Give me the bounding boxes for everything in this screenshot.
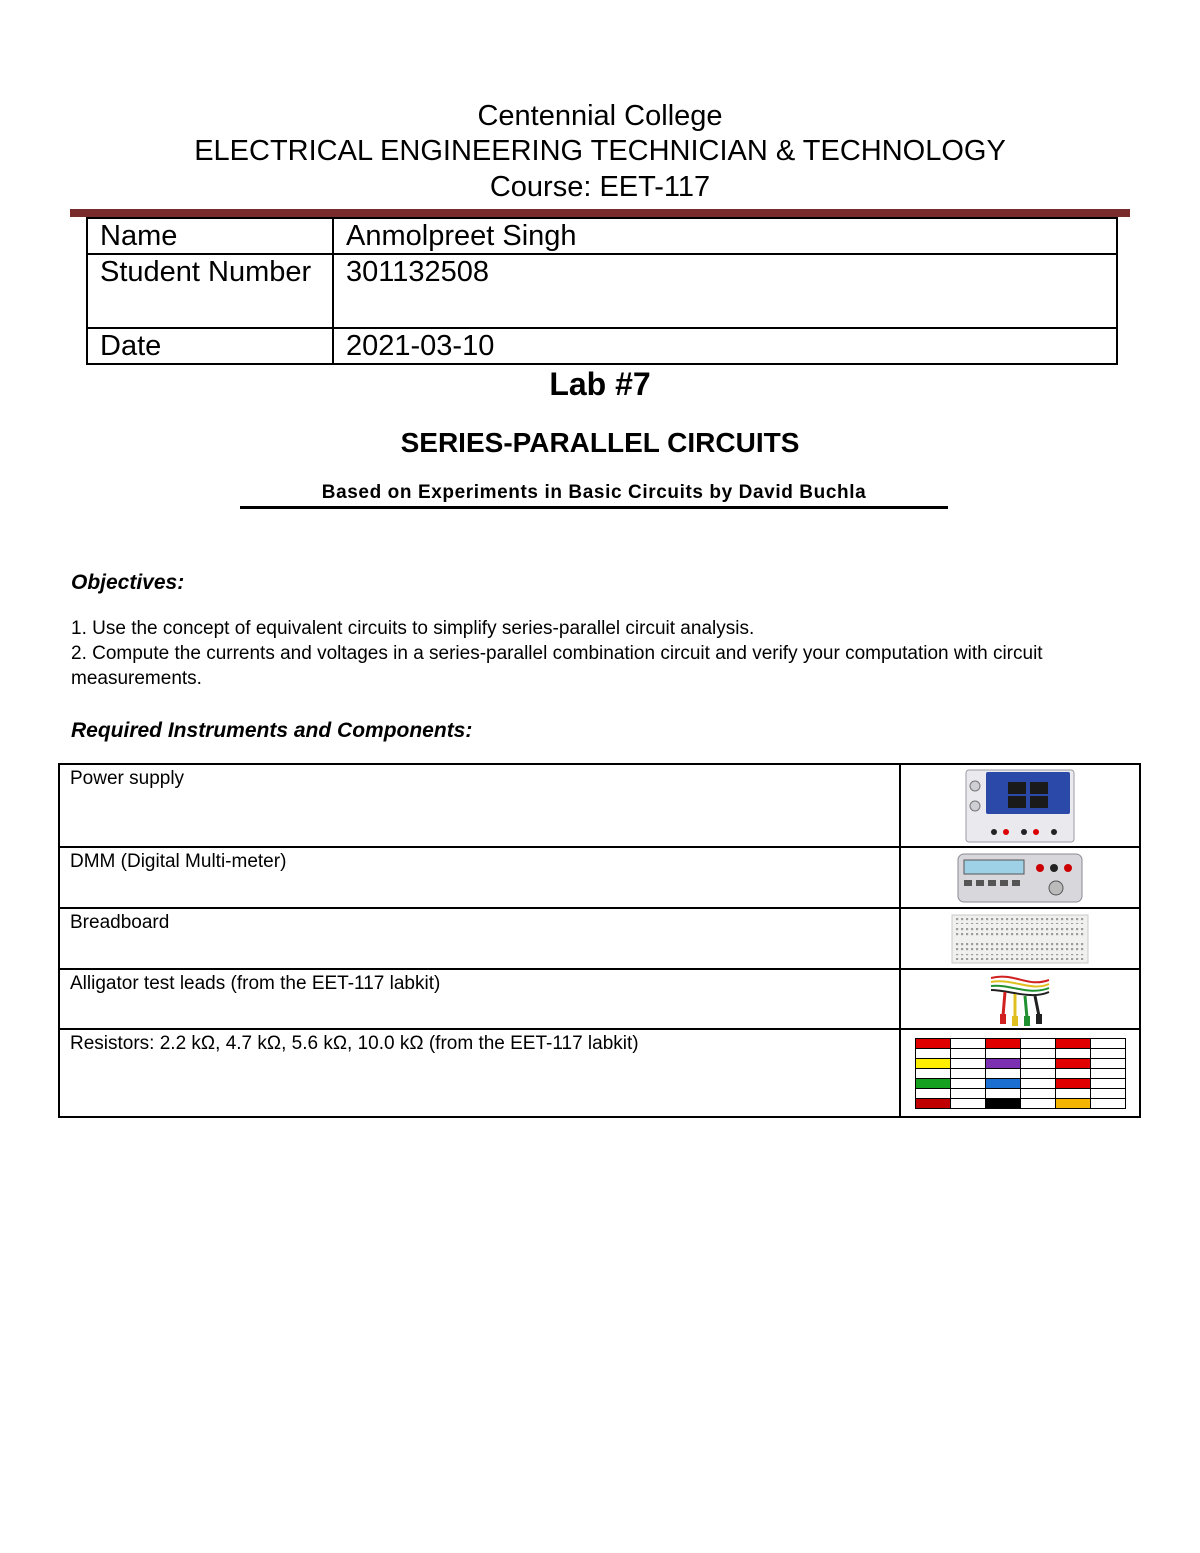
color-band-cell — [1055, 1038, 1090, 1048]
color-band-cell — [985, 1038, 1020, 1048]
color-band-cell — [950, 1088, 985, 1098]
student-number-value: 301132508 — [333, 254, 1117, 328]
color-band-cell — [1020, 1098, 1055, 1108]
color-band-cell — [950, 1048, 985, 1058]
table-row — [59, 969, 1140, 1029]
alligator-leads-icon — [985, 970, 1055, 1028]
color-grid-row — [915, 1088, 1125, 1098]
item-alligator-leads: Alligator test leads (from the EET-117 labkit) — [59, 969, 900, 1029]
table-row — [59, 847, 1140, 908]
color-band-cell — [1020, 1088, 1055, 1098]
color-band-cell — [1090, 1038, 1125, 1048]
lab-title: Lab #7 — [549, 366, 651, 402]
based-on-line: Based on Experiments in Basic Circuits by David Buchla — [321, 482, 867, 503]
multimeter-icon — [956, 850, 1084, 906]
color-band-cell — [1090, 1098, 1125, 1108]
power-supply-icon — [964, 766, 1076, 846]
info-row-date — [87, 328, 1117, 364]
header-rule — [70, 209, 1130, 217]
color-band-cell — [1090, 1058, 1125, 1068]
color-band-cell — [1055, 1078, 1090, 1088]
color-band-cell — [1055, 1048, 1090, 1058]
info-row-student-number — [87, 254, 1117, 328]
color-band-cell — [915, 1038, 950, 1048]
breadboard-image — [900, 908, 1140, 969]
objectives-heading: Objectives: — [71, 571, 185, 594]
item-power-supply: Power supply — [59, 764, 900, 847]
course-code: Course: EET-117 — [489, 171, 711, 203]
color-band-cell — [1020, 1038, 1055, 1048]
lab-subtitle: SERIES-PARALLEL CIRCUITS — [400, 427, 800, 458]
color-band-cell — [915, 1088, 950, 1098]
color-band-cell — [1055, 1068, 1090, 1078]
item-breadboard: Breadboard — [59, 908, 900, 969]
color-band-cell — [1020, 1048, 1055, 1058]
color-band-cell — [1055, 1058, 1090, 1068]
color-band-cell — [1090, 1088, 1125, 1098]
required-heading: Required Instruments and Components: — [71, 719, 473, 742]
color-band-cell — [1055, 1098, 1090, 1108]
name-value: Anmolpreet Singh — [333, 218, 1117, 254]
color-band-cell — [950, 1058, 985, 1068]
color-grid-row — [915, 1048, 1125, 1058]
date-value: 2021-03-10 — [333, 328, 1117, 364]
color-band-cell — [950, 1078, 985, 1088]
table-row — [59, 764, 1140, 847]
objective-item: 1. Use the concept of equivalent circuits to simplify series-parallel circuit analysis. — [71, 618, 755, 639]
color-band-cell — [915, 1078, 950, 1088]
color-band-cell — [985, 1048, 1020, 1058]
breadboard-icon — [950, 912, 1090, 966]
resistor-color-grid — [915, 1038, 1126, 1109]
color-band-cell — [985, 1078, 1020, 1088]
color-band-cell — [915, 1098, 950, 1108]
item-resistors: Resistors: 2.2 kΩ, 4.7 kΩ, 5.6 kΩ, 10.0 kΩ (from the EET-117 labkit) — [59, 1029, 900, 1117]
objectives-list — [71, 616, 1131, 691]
color-band-cell — [985, 1088, 1020, 1098]
color-band-cell — [1020, 1058, 1055, 1068]
color-grid-row — [915, 1058, 1125, 1068]
table-row — [59, 1029, 1140, 1117]
item-dmm: DMM (Digital Multi-meter) — [59, 847, 900, 908]
student-number-label: Student Number — [87, 254, 333, 328]
color-band-cell — [1090, 1068, 1125, 1078]
color-grid-row — [915, 1038, 1125, 1048]
date-label: Date — [87, 328, 333, 364]
color-band-cell — [1090, 1048, 1125, 1058]
objective-item: 2. Compute the currents and voltages in a series-parallel combination circuit and verify your computation with circuit measurements. — [71, 643, 1043, 689]
college-name: Centennial College — [477, 100, 723, 132]
color-grid-row — [915, 1098, 1125, 1108]
color-band-cell — [985, 1068, 1020, 1078]
power-supply-image — [900, 764, 1140, 847]
color-band-cell — [915, 1068, 950, 1078]
color-band-cell — [950, 1038, 985, 1048]
color-band-cell — [950, 1098, 985, 1108]
table-row — [59, 908, 1140, 969]
info-row-name — [87, 218, 1117, 254]
color-band-cell — [985, 1098, 1020, 1108]
color-grid-row — [915, 1068, 1125, 1078]
color-band-cell — [915, 1048, 950, 1058]
color-band-cell — [915, 1058, 950, 1068]
based-on-underline — [240, 506, 948, 509]
program-name: ELECTRICAL ENGINEERING TECHNICIAN & TECHNOLOGY — [194, 135, 1006, 167]
color-band-cell — [1020, 1068, 1055, 1078]
color-band-cell — [1020, 1078, 1055, 1088]
color-band-cell — [1090, 1078, 1125, 1088]
resistor-color-codes — [900, 1029, 1140, 1117]
color-band-cell — [950, 1068, 985, 1078]
alligator-leads-image — [900, 969, 1140, 1029]
color-grid-row — [915, 1078, 1125, 1088]
color-band-cell — [985, 1058, 1020, 1068]
name-label: Name — [87, 218, 333, 254]
required-items-table — [58, 763, 1141, 1118]
dmm-image — [900, 847, 1140, 908]
student-info-table — [86, 217, 1118, 365]
color-band-cell — [1055, 1088, 1090, 1098]
